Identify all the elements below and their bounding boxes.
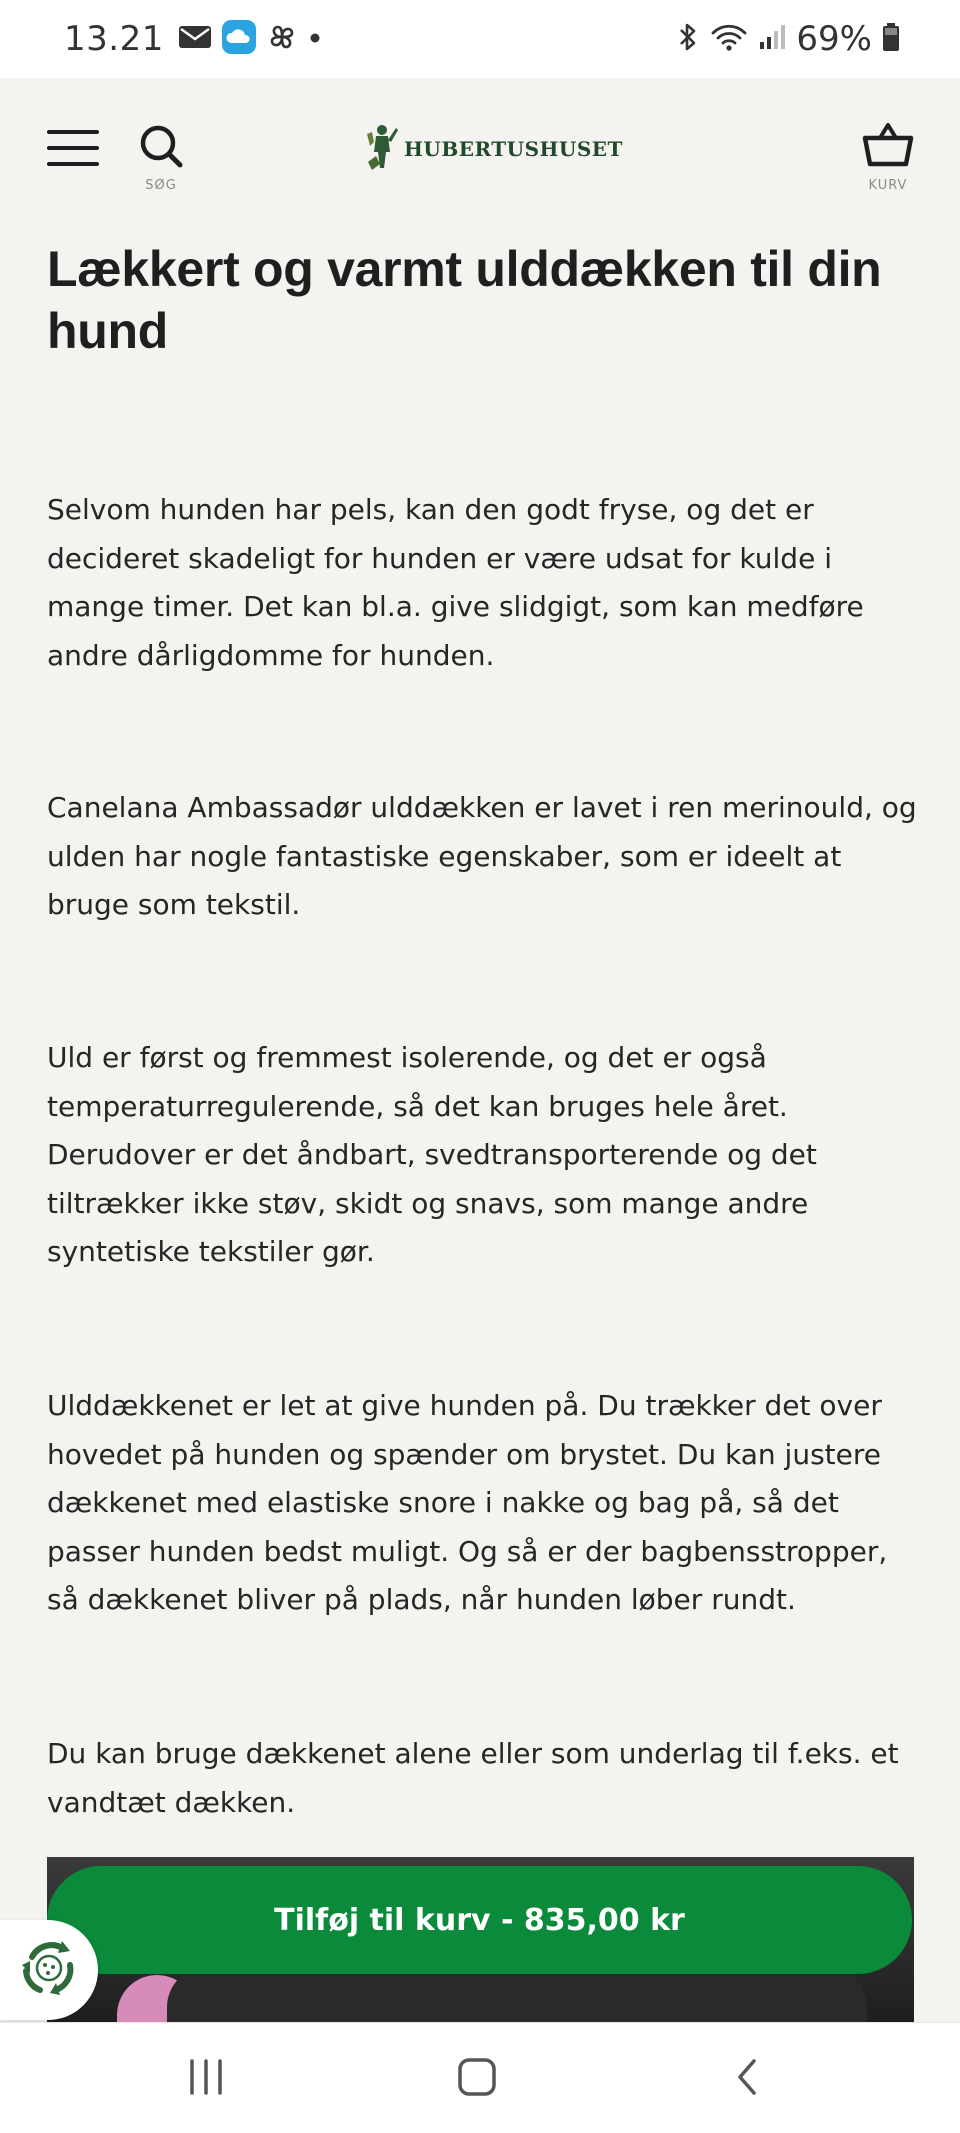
back-icon[interactable]	[732, 2057, 762, 2101]
page-title: Lækkert og varmt ulddækken til din hund	[47, 241, 882, 359]
site-logo[interactable]	[362, 122, 623, 176]
recent-apps-icon[interactable]	[186, 2057, 226, 2101]
site-header	[0, 78, 960, 208]
pinwheel-icon	[266, 21, 298, 57]
logo-text: HUBERTUSHUSET	[404, 137, 623, 161]
dot-icon	[308, 30, 322, 49]
article-paragraph-2: Canelana Ambassadør ulddækken er lavet i ren merinould, og ulden har nogle fantastiske egenskaber, som er ideelt at bruge som tekstil.	[47, 791, 917, 921]
hunter-logo-icon	[362, 122, 400, 176]
hamburger-menu-icon[interactable]	[47, 130, 99, 166]
article-content	[47, 238, 917, 1819]
weather-cloud-icon	[222, 20, 256, 58]
article-paragraph-3: Uld er først og fremmest isolerende, og det er også temperaturregulerende, så det kan bruges hele året. Derudover er det åndbart, svedtransporterende og det tiltrækker ikke støv, skidt og snavs, som mange andre syntetiske tekstiler gør.	[47, 1041, 817, 1268]
add-to-cart-button[interactable]: Tilføj til kurv - 835,00 kr	[47, 1866, 912, 1974]
signal-icon	[758, 23, 786, 55]
home-icon[interactable]	[457, 2057, 497, 2101]
search-button[interactable]	[138, 124, 184, 193]
basket-icon	[862, 153, 914, 172]
bluetooth-icon	[676, 22, 700, 56]
wifi-icon	[710, 22, 748, 56]
battery-icon	[882, 22, 900, 56]
battery-percentage: 69%	[796, 19, 872, 59]
status-bar	[0, 0, 960, 78]
mail-icon	[178, 23, 212, 55]
recycle-badge[interactable]	[0, 1920, 98, 2020]
article-paragraph-1: Selvom hunden har pels, kan den godt fryse, og det er decideret skadeligt for hunden er være udsat for kulde i mange timer. Det kan bl.a. give slidgigt, som kan medføre andre dårligdomme for hunden.	[47, 493, 864, 672]
status-right	[676, 19, 900, 59]
cart-label: KURV	[868, 178, 908, 193]
search-label: SØG	[145, 178, 177, 193]
product-image-fur-area	[167, 1967, 867, 2022]
system-nav-bar	[0, 2022, 960, 2133]
recycle-icon	[16, 1935, 82, 2005]
article-paragraph-4: Ulddækkenet er let at give hunden på. Du trækker det over hovedet på hunden og spænder om brystet. Du kan justere dækkenet med elastiske snore i nakke og bag på, så det passer hunden bedst muligt. Og så er der bagbensstropper, så dækkenet bliver på plads, når hunden løber rundt.	[47, 1389, 888, 1616]
search-icon	[139, 153, 183, 172]
cart-button[interactable]	[862, 122, 914, 193]
status-time: 13.21	[64, 19, 164, 59]
article-paragraph-5: Du kan bruge dækkenet alene eller som underlag til f.eks. et vandtæt dækken.	[47, 1737, 899, 1819]
status-left	[64, 19, 322, 59]
